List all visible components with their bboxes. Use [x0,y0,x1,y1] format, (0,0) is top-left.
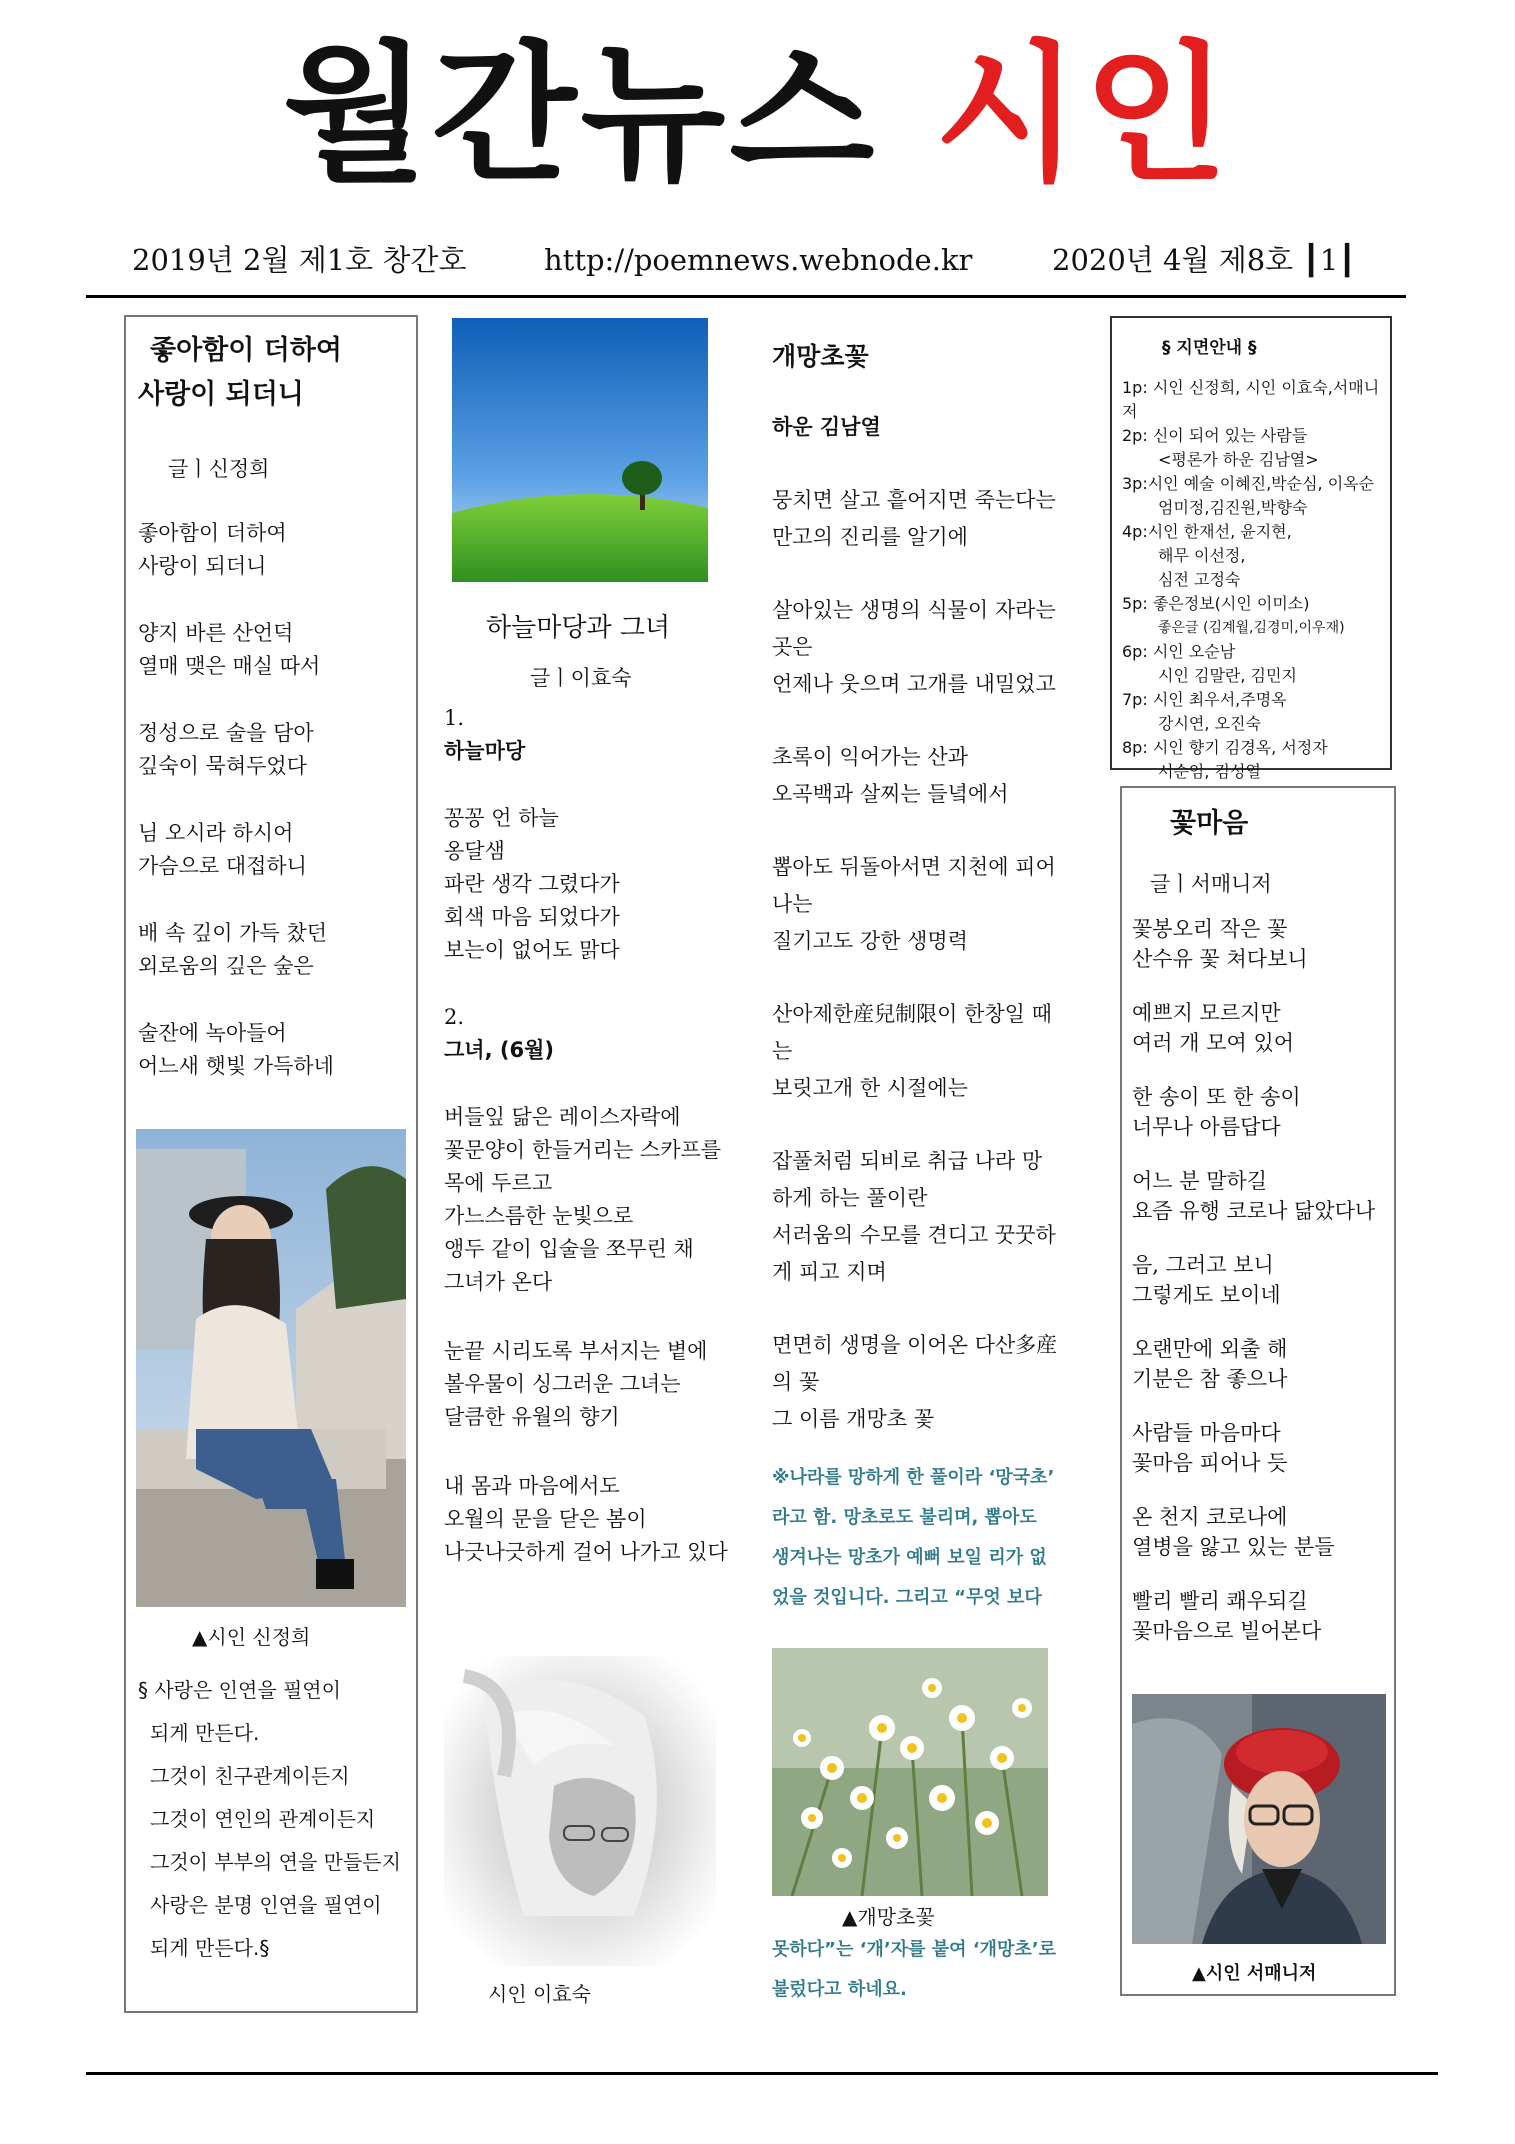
verse-line: 만고의 진리를 알기에 [772,525,968,549]
section-number: 1. [444,706,465,730]
footnote-line: 라고 함. 망초로도 불리며, 뽑아도 [772,1507,1037,1528]
footer-rule [86,2072,1438,2075]
toc-entry-line: 심전 고정숙 [1158,570,1241,589]
verse-line: 보는이 없어도 맑다 [444,938,620,962]
verse-line: 곳은 [772,635,813,659]
verse-line: 깊숙이 묵혀두었다 [138,754,307,778]
poet-photo-shin [136,1129,406,1607]
column-poem-1 [124,315,418,2013]
masthead-title: 월간뉴스 [282,28,879,202]
verse-line: 나긋나긋하게 걸어 나가고 있다 [444,1540,728,1564]
flower-photo-caption: ▲개망초꽃 [842,1905,935,1929]
poet-photo-caption: 시인 이효숙 [488,1982,591,2006]
poem-body [138,517,413,1083]
toc-entry[interactable] [1122,640,1388,688]
verse-line: 꽃봉오리 작은 꽃 [1132,917,1288,941]
note-line: 그것이 부부의 연을 만들든지 [150,1850,401,1874]
toc-entry[interactable] [1122,472,1388,520]
header-rule [86,295,1406,298]
note-line: § 사랑은 인연을 필연이 [138,1678,341,1702]
poem3-author: 하운 김남열 [772,415,881,439]
verse-line: 술잔에 녹아들어 [138,1021,287,1045]
verse-line: 버들잎 닮은 레이스자락에 [444,1105,681,1129]
poem4-author: 글ㅣ서매니저 [1150,872,1272,896]
poet-photo-seo [1132,1694,1386,1944]
verse-line: 보릿고개 한 시절에는 [772,1076,968,1100]
verse-line: 눈끝 시리도록 부서지는 볕에 [444,1339,708,1363]
website-link[interactable]: http://poemnews.webnode.kr [544,243,973,277]
verse-line: 그녀가 온다 [444,1270,553,1294]
verse-line: 좋아함이 더하여 [138,521,287,545]
verse-line: 여러 개 모여 있어 [1132,1031,1295,1055]
verse-line: 게 피고 지며 [772,1260,887,1284]
poem-author: 글ㅣ신정희 [168,457,270,481]
toc-entry-line: <평론가 하운 김남열> [1158,450,1319,469]
verse-line: 온 천지 코로나에 [1132,1505,1288,1529]
poem4-body [1132,914,1392,1646]
verse-line: 는 [772,1039,793,1063]
fleabane-flower-photo [772,1648,1048,1896]
verse-line: 앵두 같이 입술을 쪼무린 채 [444,1237,694,1261]
poem-title-line1: 좋아함이 더하여 [150,335,342,366]
verse-line: 정성으로 술을 담아 [138,721,314,745]
verse-line: 음, 그러고 보니 [1132,1253,1274,1277]
verse-line: 살아있는 생명의 식물이 자라는 [772,598,1056,622]
verse-line: 나는 [772,892,813,916]
toc-entry-line: 엄미정,김진원,박향숙 [1158,498,1308,517]
verse-line: 언제나 웃으며 고개를 내밀었고 [772,672,1056,696]
verse-line: 꽃마음 피어나 듯 [1132,1451,1288,1475]
footnote-line: 불렀다고 하네요. [772,1979,907,2000]
column-poem-4 [1120,786,1396,1996]
toc-entry-line: 8p: 시인 향기 김경옥, 서정자 [1122,738,1328,757]
verse-line: 한 송이 또 한 송이 [1132,1085,1301,1109]
verse-line: 어느 분 말하길 [1132,1169,1268,1193]
verse-line: 뭉치면 살고 흩어지면 죽는다는 [772,488,1056,512]
verse-line: 꽃문양이 한들거리는 스카프를 [444,1138,722,1162]
footnote-line: 못하다”는 ‘개’자를 붙여 ‘개망초’로 [772,1939,1057,1960]
note-line: 되게 만든다. [150,1721,260,1745]
toc-entry[interactable] [1122,424,1388,472]
verse-line: 사랑이 되더니 [138,554,267,578]
issue-current: 2020년 4월 제8호 ┃1┃ [1052,243,1356,277]
verse-line: 질기고도 강한 생명력 [772,929,968,953]
verse-line: 오랜만에 외출 해 [1132,1337,1288,1361]
verse-line: 내 몸과 마음에서도 [444,1474,620,1498]
poem-note [138,1669,413,1970]
toc-entry-line: 강시연, 오진숙 [1158,714,1261,733]
verse-line: 산수유 꽃 쳐다보니 [1132,947,1308,971]
verse-line: 그 이름 개망초 꽃 [772,1407,935,1431]
verse-line: 님 오시라 하시어 [138,821,294,845]
poem2-author: 글ㅣ이효숙 [530,666,632,690]
verse-line: 산아제한産兒制限이 한창일 때 [772,1002,1052,1026]
verse-line: 회색 마음 되었다가 [444,905,620,929]
sky-meadow-image [452,318,708,582]
verse-line: 목에 두르고 [444,1171,553,1195]
verse-line: 의 꽃 [772,1370,820,1394]
verse-line: 어느새 햇빛 가득하네 [138,1054,334,1078]
verse-line: 꽃마음으로 빌어본다 [1132,1619,1322,1643]
toc-entry-line: 5p: 좋은정보(시인 이미소) [1122,594,1310,613]
verse-line: 볼우물이 싱그러운 그녀는 [444,1372,681,1396]
verse-line: 오월의 문을 닫은 봄이 [444,1507,647,1531]
poem-title-line2: 사랑이 되더니 [138,379,304,410]
toc-entry-line: 6p: 시인 오순남 [1122,642,1236,661]
verse-line: 열매 맺은 매실 따서 [138,654,321,678]
toc-entry-line: 2p: 신이 되어 있는 사람들 [1122,426,1308,445]
verse-line: 초록이 익어가는 산과 [772,745,968,769]
poet-photo-caption: ▲시인 신정희 [192,1625,311,1649]
verse-line: 가느스름한 눈빛으로 [444,1204,634,1228]
verse-line: 달큼한 유월의 향기 [444,1405,620,1429]
verse-line: 외로움의 깊은 숲은 [138,954,314,978]
verse-line: 양지 바른 산언덕 [138,621,294,645]
verse-line: 사람들 마음마다 [1132,1421,1281,1445]
table-of-contents [1110,316,1392,781]
verse-line: 면면히 생명을 이어온 다산多産 [772,1333,1058,1357]
verse-line: 가슴으로 대접하니 [138,854,307,878]
verse-line: 기분은 참 좋으나 [1132,1367,1288,1391]
poem4-title: 꽃마음 [1170,808,1249,839]
masthead-title-accent: 시인 [934,28,1233,202]
footnote-line: 생겨나는 망초가 예뻐 보일 리가 없 [772,1547,1047,1568]
toc-entry-line: 3p:시인 예술 이혜진,박순심, 이옥순 [1122,474,1375,493]
toc-list [1122,376,1388,784]
toc-entry[interactable] [1122,520,1388,592]
poem3-title: 개망초꽃 [772,342,869,371]
verse-line: 서러움의 수모를 견디고 꿋꿋하 [772,1223,1056,1247]
verse-line: 예쁘지 모르지만 [1132,1001,1281,1025]
toc-entry-line: 7p: 시인 최우서,주명옥 [1122,690,1287,709]
poem3 [772,335,1090,1618]
verse-line: 열병을 앓고 있는 분들 [1132,1535,1335,1559]
footnote-tail [772,1930,1092,2010]
toc-entry[interactable] [1122,592,1388,640]
verse-line: 배 속 깊이 가득 찼던 [138,921,327,945]
verse-line: 오곡백과 살찌는 들녘에서 [772,782,1009,806]
toc-entry-line: 1p: 시인 신정희, 시인 이효숙,서매니저 [1122,378,1380,421]
toc-entry[interactable] [1122,376,1388,424]
verse-line: 잡풀처럼 되비로 취급 나라 망 [772,1149,1043,1173]
toc-entry-line: 해무 이선정, [1158,546,1246,565]
toc-entry-line: 시인 김말란, 김민지 [1158,666,1297,685]
toc-entry-line: 좋은글 (김계월,김경미,이우재) [1158,620,1345,636]
poet-photo-lee [444,1656,716,1966]
toc-entry[interactable] [1122,688,1388,736]
note-line: 그것이 연인의 관계이든지 [150,1807,376,1831]
verse-line: 그렇게도 보이네 [1132,1283,1281,1307]
note-line: 되게 만든다.§ [150,1936,270,1960]
note-line: 그것이 친구관계이든지 [150,1764,350,1788]
verse-line: 꽁꽁 언 하늘 [444,806,559,830]
verse-line: 뽑아도 뒤돌아서면 지천에 피어 [772,855,1056,879]
masthead [0,28,1515,202]
verse-line: 파란 생각 그렸다가 [444,872,620,896]
section-title: 하늘마당 [444,739,526,763]
toc-entry[interactable] [1122,736,1388,784]
poet-photo-caption: ▲시인 서매니저 [1192,1963,1317,1984]
note-line: 사랑은 분명 인연을 필연이 [150,1893,382,1917]
poem2-title: 하늘마당과 그녀 [486,613,671,643]
verse-line: 빨리 빨리 쾌우되길 [1132,1589,1308,1613]
verse-line: 너무나 아름답다 [1132,1115,1281,1139]
issue-founding: 2019년 2월 제1호 창간호 [132,243,467,277]
verse-line: 하게 하는 풀이란 [772,1186,928,1210]
footnote-line: 었을 것입니다. 그리고 “무엇 보다 [772,1587,1042,1608]
poem2-body [444,702,734,1569]
toc-title: § 지면안내 § [1162,338,1257,358]
section-number: 2. [444,1005,465,1029]
verse-line: 요즘 유행 코로나 닮았다나 [1132,1199,1376,1223]
toc-entry-line: 4p:시인 한재선, 윤지현, [1122,522,1292,541]
footnote-line: ※나라를 망하게 한 풀이라 ‘망국초’ [772,1467,1055,1488]
verse-line: 옹달샘 [444,839,505,863]
section-title: 그녀, (6월) [444,1038,554,1062]
toc-entry-line: 서순임, 김성열 [1158,762,1261,781]
